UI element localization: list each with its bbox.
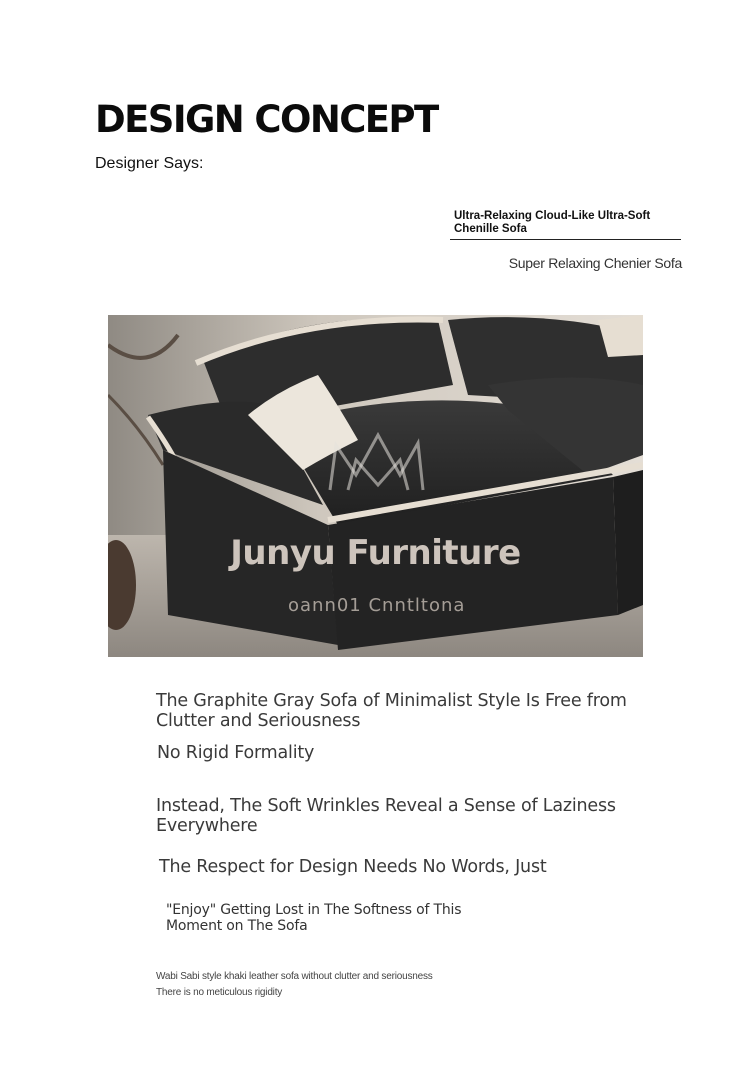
designer-label: Designer Says: [95, 155, 204, 172]
sofa-photo [108, 315, 643, 657]
product-name-block [450, 208, 681, 240]
footer-note-2: There is no meticulous rigidity [156, 987, 283, 998]
watermark-brand: Junyu Furniture [230, 533, 521, 573]
body-line-5: "Enjoy" Getting Lost in The Softness of This Moment on The Sofa [166, 902, 462, 934]
body-line-2: No Rigid Formality [157, 743, 315, 763]
watermark-sub: oann01 Cnntltona [288, 595, 466, 616]
footer-note-1: Wabi Sabi style khaki leather sofa without clutter and seriousness [156, 971, 433, 982]
body-line-3: Instead, The Soft Wrinkles Reveal a Sense of Laziness Everywhere [156, 796, 616, 836]
product-name: Ultra-Relaxing Cloud-Like Ultra-Soft Chenille Sofa [454, 210, 651, 235]
body-line-1: The Graphite Gray Sofa of Minimalist Style Is Free from Clutter and Seriousness [156, 691, 627, 731]
product-subtitle: Super Relaxing Chenier Sofa [508, 255, 682, 271]
page-title: DESIGN CONCEPT [95, 98, 438, 141]
body-line-4: The Respect for Design Needs No Words, Just [159, 857, 547, 877]
